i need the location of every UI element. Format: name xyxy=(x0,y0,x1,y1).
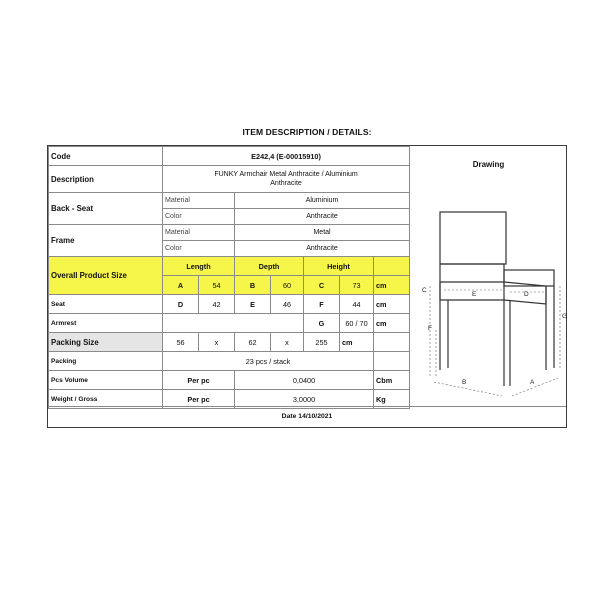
packing-value: 23 pcs / stack xyxy=(163,352,374,371)
packing-size-x2: x xyxy=(271,333,304,352)
chair-backrest xyxy=(440,212,506,264)
table-row xyxy=(49,352,410,371)
dim-d-key: D xyxy=(163,295,199,314)
label-g: G xyxy=(562,313,567,320)
dim-b-key: B xyxy=(235,276,271,295)
weight-per: Per pc xyxy=(163,390,235,409)
pcs-volume-label: Pcs Volume xyxy=(49,371,163,390)
depth-header: Depth xyxy=(235,257,304,276)
frame-material-label: Material xyxy=(163,225,235,241)
weight-unit: Kg xyxy=(374,390,410,409)
height-header: Height xyxy=(304,257,374,276)
packing-label: Packing xyxy=(49,352,163,371)
table-row xyxy=(49,166,410,193)
description-value xyxy=(163,166,410,193)
chair-arm-left xyxy=(440,264,504,286)
dim-e-key: E xyxy=(235,295,271,314)
weight-label: Weight / Gross xyxy=(49,390,163,409)
frame-material-value: Metal xyxy=(235,225,410,241)
pcs-volume-per: Per pc xyxy=(163,371,235,390)
dim-c-key: C xyxy=(304,276,340,295)
dim-a-value: 54 xyxy=(199,276,235,295)
armrest-empty xyxy=(163,314,304,333)
packing-size-v2: 62 xyxy=(235,333,271,352)
dim-line-a xyxy=(512,378,558,396)
drawing-title: Drawing xyxy=(472,160,505,169)
armrest-label: Armrest xyxy=(49,314,163,333)
dim-f-value: 44 xyxy=(340,295,374,314)
description-label: Description xyxy=(49,166,163,193)
pcs-volume-value: 0,0400 xyxy=(235,371,374,390)
dim-f-key: F xyxy=(304,295,340,314)
back-seat-color-label: Color xyxy=(163,209,235,225)
code-label: Code xyxy=(49,147,163,166)
label-b: B xyxy=(462,379,467,386)
packing-size-label: Packing Size xyxy=(49,333,163,352)
dim-e-value: 46 xyxy=(271,295,304,314)
table-row xyxy=(49,371,410,390)
back-seat-label: Back - Seat xyxy=(49,193,163,225)
spec-sheet xyxy=(47,145,567,428)
packing-size-v3: 255 xyxy=(304,333,340,352)
seat-label: Seat xyxy=(49,295,163,314)
overall-size-label: Overall Product Size xyxy=(49,257,163,295)
frame-color-label: Color xyxy=(163,241,235,257)
pcs-volume-unit: Cbm xyxy=(374,371,410,390)
table-row xyxy=(49,295,410,314)
page-title: ITEM DESCRIPTION / DETAILS: xyxy=(242,127,372,137)
label-f: F xyxy=(428,325,432,332)
overall-unit: cm xyxy=(374,276,410,295)
table-row xyxy=(49,333,410,352)
table-row xyxy=(49,193,410,209)
label-d: D xyxy=(524,291,529,298)
table-row xyxy=(49,314,410,333)
dim-line-b xyxy=(434,382,502,396)
table-row xyxy=(49,225,410,241)
packing-size-v1: 56 xyxy=(163,333,199,352)
table-row xyxy=(49,147,410,166)
description-line-2: Anthracite xyxy=(270,180,302,187)
dim-c-value: 73 xyxy=(340,276,374,295)
date-footer: Date 14/10/2021 xyxy=(48,406,566,427)
chair-seat xyxy=(440,282,546,304)
spec-table xyxy=(48,146,410,409)
seat-unit: cm xyxy=(374,295,410,314)
weight-value: 3,0000 xyxy=(235,390,374,409)
label-e: E xyxy=(472,291,477,298)
dim-g-key: G xyxy=(304,314,340,333)
label-c: C xyxy=(422,287,427,294)
dim-d-value: 42 xyxy=(199,295,235,314)
packing-size-unit: cm xyxy=(340,333,374,352)
back-seat-material-label: Material xyxy=(163,193,235,209)
code-value: E242,4 (E-00015910) xyxy=(163,147,410,166)
packing-size-empty xyxy=(374,333,410,352)
armrest-unit: cm xyxy=(374,314,410,333)
chair-drawing xyxy=(410,146,567,409)
length-header: Length xyxy=(163,257,235,276)
packing-size-x1: x xyxy=(199,333,235,352)
dim-b-value: 60 xyxy=(271,276,304,295)
chair-armrest-right xyxy=(504,270,554,286)
description-line-1: FUNKY Armchair Metal Anthracite / Aluminium xyxy=(214,171,358,178)
frame-color-value: Anthracite xyxy=(235,241,410,257)
drawing-panel xyxy=(409,146,567,409)
table-row xyxy=(49,257,410,276)
back-seat-material-value: Aluminium xyxy=(235,193,410,209)
frame-label: Frame xyxy=(49,225,163,257)
unit-header-empty xyxy=(374,257,410,276)
dim-g-value: 60 / 70 xyxy=(340,314,374,333)
back-seat-color-value: Anthracite xyxy=(235,209,410,225)
dim-a-key: A xyxy=(163,276,199,295)
label-a: A xyxy=(530,379,535,386)
packing-empty xyxy=(374,352,410,371)
